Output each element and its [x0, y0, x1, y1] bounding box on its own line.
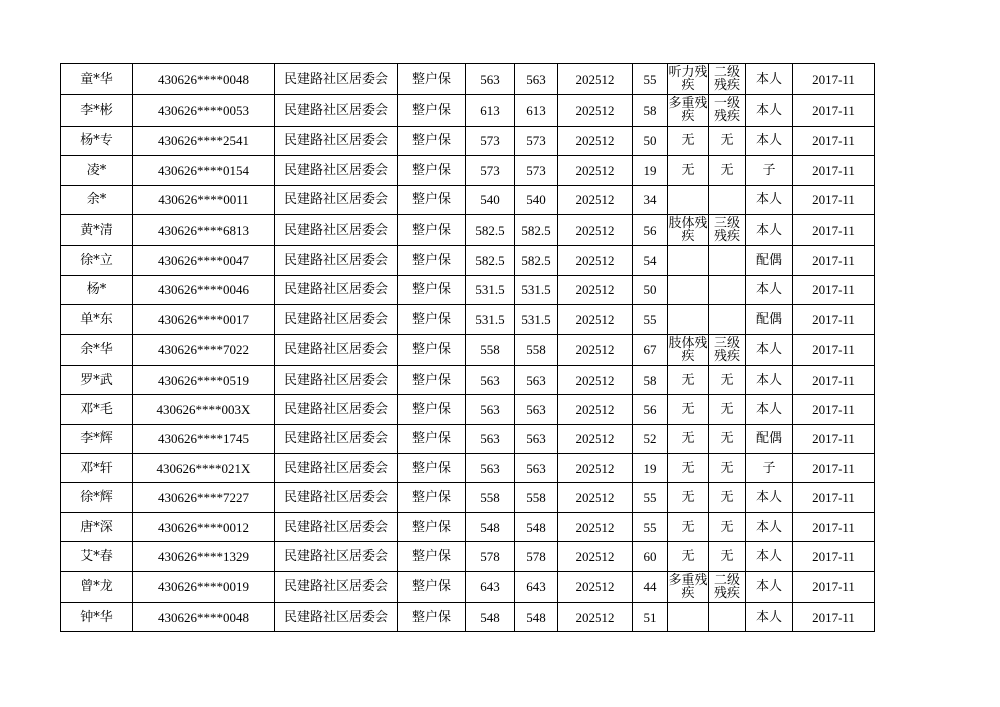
cell-amount: 573	[466, 126, 515, 155]
cell-amount: 548	[466, 603, 515, 632]
cell-community: 民建路社区居委会	[275, 126, 398, 155]
cell-disability-type: 肢体残疾	[668, 215, 708, 244]
cell-age: 60	[633, 542, 668, 571]
cell-age: 19	[633, 454, 668, 483]
cell-subsidy: 582.5	[515, 246, 558, 275]
cell-amount: 548	[466, 512, 515, 541]
table-row	[61, 571, 875, 602]
cell-disability-type: 无	[668, 424, 709, 453]
cell-age: 19	[633, 156, 668, 185]
cell-id-number: 430626****1745	[133, 424, 275, 453]
table-row	[61, 512, 875, 541]
cell-start-date: 2017-11	[793, 305, 875, 334]
cell-period: 202512	[558, 246, 633, 275]
cell-start-date: 2017-11	[793, 275, 875, 304]
table-row	[61, 334, 875, 365]
cell-name: 黄*清	[61, 214, 133, 245]
cell-community: 民建路社区居委会	[275, 365, 398, 394]
cell-disability-level: 无	[709, 542, 746, 571]
cell-disability-level: 一级残疾	[709, 95, 746, 126]
cell-household-type: 整户保	[398, 185, 466, 214]
cell-id-number: 430626****0519	[133, 365, 275, 394]
cell-community: 民建路社区居委会	[275, 156, 398, 185]
cell-start-date: 2017-11	[793, 395, 875, 424]
cell-community: 民建路社区居委会	[275, 185, 398, 214]
cell-start-date: 2017-11	[793, 95, 875, 126]
cell-name: 童*华	[61, 64, 133, 95]
cell-community: 民建路社区居委会	[275, 305, 398, 334]
cell-relation: 配偶	[746, 424, 793, 453]
cell-relation: 本人	[746, 571, 793, 602]
cell-start-date: 2017-11	[793, 483, 875, 512]
cell-disability-level: 无	[709, 156, 746, 185]
cell-relation: 本人	[746, 95, 793, 126]
cell-subsidy: 558	[515, 334, 558, 365]
cell-subsidy: 582.5	[515, 214, 558, 245]
cell-period: 202512	[558, 305, 633, 334]
cell-community: 民建路社区居委会	[275, 275, 398, 304]
cell-period: 202512	[558, 542, 633, 571]
cell-disability-level	[709, 305, 746, 334]
cell-age: 50	[633, 275, 668, 304]
cell-age: 55	[633, 305, 668, 334]
table-row	[61, 156, 875, 185]
cell-household-type: 整户保	[398, 214, 466, 245]
cell-subsidy: 613	[515, 95, 558, 126]
cell-amount: 643	[466, 571, 515, 602]
cell-id-number: 430626****0154	[133, 156, 275, 185]
cell-age: 67	[633, 334, 668, 365]
table-row	[61, 424, 875, 453]
cell-disability-type: 多重残疾	[668, 96, 708, 125]
table-row	[61, 542, 875, 571]
cell-id-number: 430626****0012	[133, 512, 275, 541]
cell-subsidy: 563	[515, 365, 558, 394]
cell-disability-type: 多重残疾	[668, 572, 708, 601]
cell-disability-level	[709, 185, 746, 214]
cell-id-number: 430626****0048	[133, 64, 275, 95]
cell-community: 民建路社区居委会	[275, 512, 398, 541]
cell-age: 50	[633, 126, 668, 155]
cell-name: 艾*春	[61, 542, 133, 571]
cell-age: 52	[633, 424, 668, 453]
cell-age: 55	[633, 483, 668, 512]
cell-relation: 本人	[746, 542, 793, 571]
cell-household-type: 整户保	[398, 395, 466, 424]
cell-name: 余*	[61, 185, 133, 214]
cell-name: 杨*	[61, 275, 133, 304]
cell-age: 44	[633, 571, 668, 602]
cell-amount: 613	[466, 95, 515, 126]
cell-name: 单*东	[61, 305, 133, 334]
cell-relation: 本人	[746, 395, 793, 424]
cell-id-number: 430626****0053	[133, 95, 275, 126]
cell-disability-type: 无	[668, 542, 709, 571]
cell-name: 凌*	[61, 156, 133, 185]
cell-amount: 563	[466, 454, 515, 483]
cell-start-date: 2017-11	[793, 454, 875, 483]
cell-id-number: 430626****0019	[133, 571, 275, 602]
cell-disability-level: 二级残疾	[709, 571, 746, 602]
cell-household-type: 整户保	[398, 64, 466, 95]
cell-household-type: 整户保	[398, 483, 466, 512]
cell-id-number: 430626****7022	[133, 334, 275, 365]
cell-id-number: 430626****0011	[133, 185, 275, 214]
cell-community: 民建路社区居委会	[275, 95, 398, 126]
cell-household-type: 整户保	[398, 334, 466, 365]
cell-disability-level: 无	[709, 424, 746, 453]
cell-period: 202512	[558, 512, 633, 541]
cell-household-type: 整户保	[398, 603, 466, 632]
cell-subsidy: 563	[515, 395, 558, 424]
cell-period: 202512	[558, 603, 633, 632]
cell-disability-level: 无	[709, 395, 746, 424]
table-row	[61, 214, 875, 245]
cell-id-number: 430626****2541	[133, 126, 275, 155]
cell-start-date: 2017-11	[793, 571, 875, 602]
cell-disability-type	[668, 275, 709, 304]
cell-relation: 子	[746, 454, 793, 483]
cell-age: 58	[633, 365, 668, 394]
cell-relation: 本人	[746, 365, 793, 394]
cell-start-date: 2017-11	[793, 126, 875, 155]
cell-disability-type: 无	[668, 126, 709, 155]
cell-subsidy: 558	[515, 483, 558, 512]
cell-id-number: 430626****003X	[133, 395, 275, 424]
cell-age: 56	[633, 214, 668, 245]
cell-subsidy: 563	[515, 64, 558, 95]
cell-household-type: 整户保	[398, 424, 466, 453]
cell-disability-type: 无	[668, 365, 709, 394]
cell-period: 202512	[558, 126, 633, 155]
cell-disability-type: 无	[668, 395, 709, 424]
cell-disability-level	[709, 246, 746, 275]
table-row	[61, 395, 875, 424]
cell-household-type: 整户保	[398, 365, 466, 394]
cell-age: 55	[633, 64, 668, 95]
cell-community: 民建路社区居委会	[275, 214, 398, 245]
cell-period: 202512	[558, 395, 633, 424]
cell-relation: 本人	[746, 603, 793, 632]
cell-relation: 本人	[746, 126, 793, 155]
cell-period: 202512	[558, 214, 633, 245]
cell-relation: 本人	[746, 214, 793, 245]
cell-subsidy: 531.5	[515, 275, 558, 304]
cell-period: 202512	[558, 185, 633, 214]
cell-name: 邓*轩	[61, 454, 133, 483]
cell-subsidy: 548	[515, 603, 558, 632]
cell-amount: 563	[466, 64, 515, 95]
cell-start-date: 2017-11	[793, 365, 875, 394]
cell-start-date: 2017-11	[793, 214, 875, 245]
cell-subsidy: 563	[515, 454, 558, 483]
cell-disability-level	[709, 603, 746, 632]
cell-disability-type: 听力残疾	[668, 65, 708, 93]
table-row	[61, 126, 875, 155]
cell-start-date: 2017-11	[793, 424, 875, 453]
cell-period: 202512	[558, 365, 633, 394]
cell-subsidy: 573	[515, 156, 558, 185]
cell-community: 民建路社区居委会	[275, 483, 398, 512]
cell-id-number: 430626****1329	[133, 542, 275, 571]
cell-age: 56	[633, 395, 668, 424]
cell-start-date: 2017-11	[793, 246, 875, 275]
cell-community: 民建路社区居委会	[275, 334, 398, 365]
cell-relation: 本人	[746, 334, 793, 365]
cell-disability-type: 无	[668, 156, 709, 185]
cell-relation: 配偶	[746, 305, 793, 334]
cell-age: 58	[633, 95, 668, 126]
cell-period: 202512	[558, 64, 633, 95]
cell-household-type: 整户保	[398, 126, 466, 155]
cell-amount: 558	[466, 334, 515, 365]
table-row	[61, 95, 875, 126]
cell-household-type: 整户保	[398, 156, 466, 185]
cell-community: 民建路社区居委会	[275, 246, 398, 275]
cell-id-number: 430626****0017	[133, 305, 275, 334]
cell-disability-level: 三级残疾	[709, 214, 746, 245]
cell-start-date: 2017-11	[793, 334, 875, 365]
cell-start-date: 2017-11	[793, 156, 875, 185]
cell-subsidy: 540	[515, 185, 558, 214]
cell-name: 杨*专	[61, 126, 133, 155]
cell-disability-level: 无	[709, 454, 746, 483]
cell-household-type: 整户保	[398, 512, 466, 541]
cell-period: 202512	[558, 454, 633, 483]
cell-subsidy: 548	[515, 512, 558, 541]
cell-relation: 本人	[746, 185, 793, 214]
cell-household-type: 整户保	[398, 305, 466, 334]
cell-relation: 本人	[746, 64, 793, 95]
table-row	[61, 603, 875, 632]
cell-age: 54	[633, 246, 668, 275]
cell-name: 徐*立	[61, 246, 133, 275]
cell-community: 民建路社区居委会	[275, 542, 398, 571]
cell-community: 民建路社区居委会	[275, 603, 398, 632]
cell-period: 202512	[558, 275, 633, 304]
cell-community: 民建路社区居委会	[275, 571, 398, 602]
table-row	[61, 305, 875, 334]
cell-disability-level: 二级残疾	[709, 64, 746, 95]
cell-community: 民建路社区居委会	[275, 64, 398, 95]
cell-name: 李*彬	[61, 95, 133, 126]
table-row	[61, 185, 875, 214]
table-row	[61, 365, 875, 394]
cell-disability-type	[668, 246, 709, 275]
cell-amount: 563	[466, 395, 515, 424]
cell-amount: 582.5	[466, 214, 515, 245]
cell-subsidy: 578	[515, 542, 558, 571]
cell-disability-level: 无	[709, 483, 746, 512]
cell-id-number: 430626****7227	[133, 483, 275, 512]
cell-period: 202512	[558, 424, 633, 453]
cell-community: 民建路社区居委会	[275, 395, 398, 424]
cell-disability-type: 肢体残疾	[668, 335, 708, 364]
cell-amount: 563	[466, 424, 515, 453]
cell-period: 202512	[558, 571, 633, 602]
cell-subsidy: 573	[515, 126, 558, 155]
cell-amount: 540	[466, 185, 515, 214]
cell-start-date: 2017-11	[793, 64, 875, 95]
cell-disability-type: 无	[668, 454, 709, 483]
cell-amount: 578	[466, 542, 515, 571]
cell-relation: 本人	[746, 512, 793, 541]
data-table	[60, 63, 875, 632]
cell-id-number: 430626****6813	[133, 214, 275, 245]
cell-start-date: 2017-11	[793, 512, 875, 541]
cell-amount: 573	[466, 156, 515, 185]
cell-period: 202512	[558, 334, 633, 365]
cell-id-number: 430626****0047	[133, 246, 275, 275]
cell-start-date: 2017-11	[793, 542, 875, 571]
cell-amount: 531.5	[466, 275, 515, 304]
cell-name: 徐*辉	[61, 483, 133, 512]
cell-household-type: 整户保	[398, 95, 466, 126]
cell-id-number: 430626****0046	[133, 275, 275, 304]
cell-subsidy: 531.5	[515, 305, 558, 334]
cell-period: 202512	[558, 95, 633, 126]
cell-start-date: 2017-11	[793, 603, 875, 632]
cell-disability-type	[668, 603, 709, 632]
cell-amount: 531.5	[466, 305, 515, 334]
table-row	[61, 454, 875, 483]
cell-name: 邓*毛	[61, 395, 133, 424]
cell-relation: 本人	[746, 483, 793, 512]
table-row	[61, 483, 875, 512]
cell-disability-type	[668, 305, 709, 334]
cell-period: 202512	[558, 156, 633, 185]
table-row	[61, 64, 875, 95]
table-row	[61, 246, 875, 275]
cell-disability-level: 无	[709, 126, 746, 155]
cell-relation: 子	[746, 156, 793, 185]
cell-amount: 558	[466, 483, 515, 512]
cell-name: 曾*龙	[61, 571, 133, 602]
cell-disability-type: 无	[668, 483, 709, 512]
cell-start-date: 2017-11	[793, 185, 875, 214]
cell-age: 55	[633, 512, 668, 541]
cell-id-number: 430626****0048	[133, 603, 275, 632]
cell-subsidy: 643	[515, 571, 558, 602]
cell-relation: 配偶	[746, 246, 793, 275]
cell-subsidy: 563	[515, 424, 558, 453]
cell-household-type: 整户保	[398, 542, 466, 571]
cell-disability-type: 无	[668, 512, 709, 541]
cell-disability-level	[709, 275, 746, 304]
cell-disability-level: 无	[709, 365, 746, 394]
cell-name: 罗*武	[61, 365, 133, 394]
cell-community: 民建路社区居委会	[275, 424, 398, 453]
cell-disability-type	[668, 185, 709, 214]
cell-amount: 582.5	[466, 246, 515, 275]
cell-name: 钟*华	[61, 603, 133, 632]
cell-age: 34	[633, 185, 668, 214]
cell-age: 51	[633, 603, 668, 632]
cell-disability-level: 三级残疾	[709, 334, 746, 365]
cell-name: 李*辉	[61, 424, 133, 453]
cell-household-type: 整户保	[398, 275, 466, 304]
cell-amount: 563	[466, 365, 515, 394]
cell-relation: 本人	[746, 275, 793, 304]
table-row	[61, 275, 875, 304]
cell-disability-level: 无	[709, 512, 746, 541]
cell-household-type: 整户保	[398, 246, 466, 275]
cell-household-type: 整户保	[398, 571, 466, 602]
cell-id-number: 430626****021X	[133, 454, 275, 483]
cell-name: 余*华	[61, 334, 133, 365]
cell-household-type: 整户保	[398, 454, 466, 483]
cell-period: 202512	[558, 483, 633, 512]
cell-community: 民建路社区居委会	[275, 454, 398, 483]
cell-name: 唐*深	[61, 512, 133, 541]
